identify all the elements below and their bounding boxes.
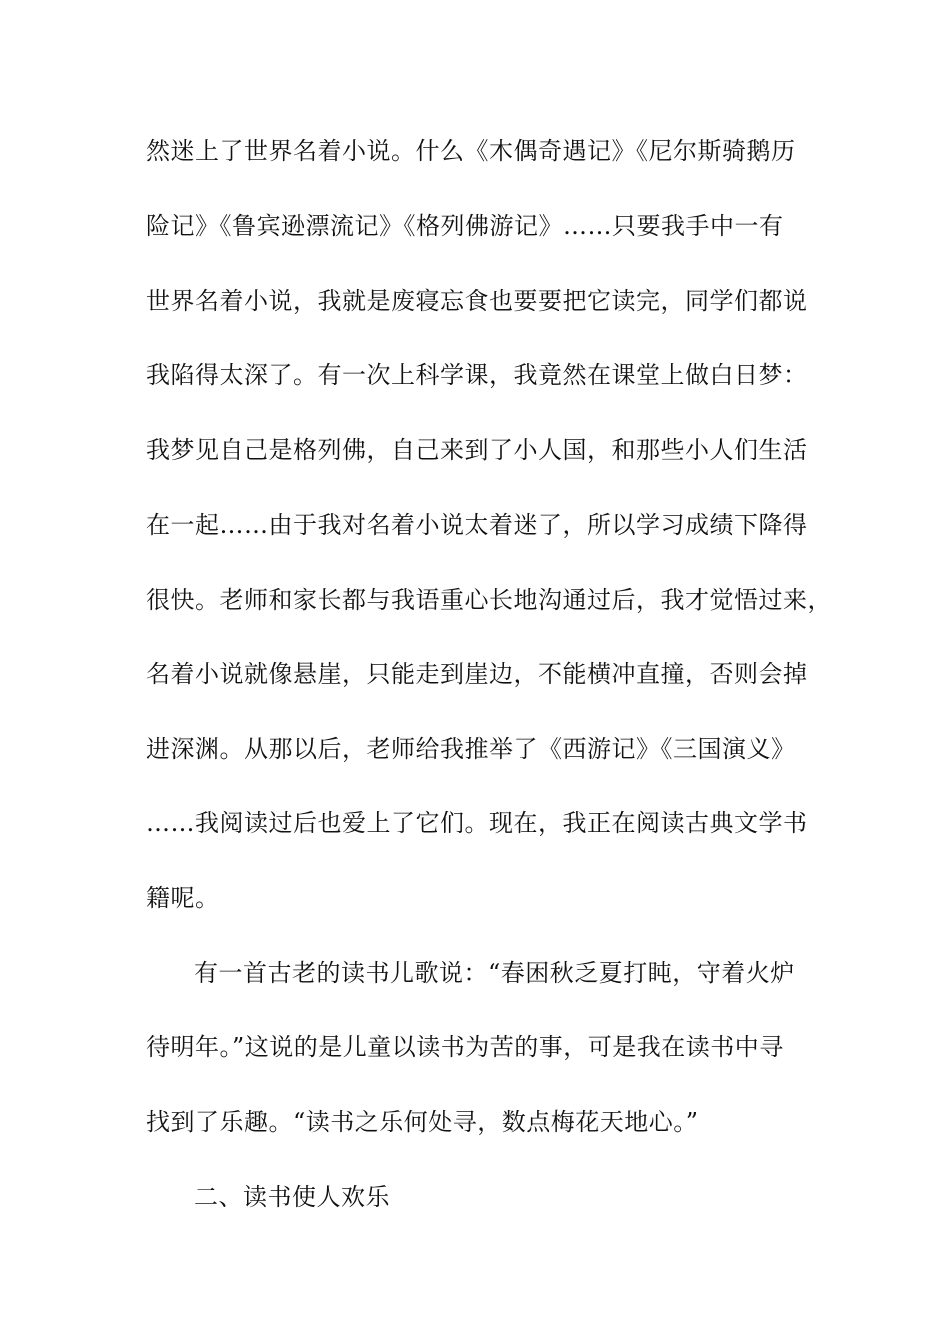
text-line: 在一起……由于我对名着小说太着迷了，所以学习成绩下降得 xyxy=(146,511,808,539)
text-line: 世界名着小说，我就是废寝忘食也要要把它读完，同学们都说 xyxy=(146,287,808,315)
text-line: 待明年。”这说的是儿童以读书为苦的事，可是我在读书中寻 xyxy=(146,1033,784,1061)
text-line: ……我阅读过后也爱上了它们。现在，我正在阅读古典文学书 xyxy=(146,809,808,837)
paragraph-first-line: 有一首古老的读书儿歌说：“春困秋乏夏打盹，守着火炉 xyxy=(194,959,795,987)
text-line: 险记》《鲁宾逊漂流记》《格列佛游记》……只要我手中一有 xyxy=(146,212,784,240)
text-line: 找到了乐趣。“读书之乐何处寻，数点梅花天地心。” xyxy=(146,1108,699,1136)
text-line: 我梦见自己是格列佛，自己来到了小人国，和那些小人们生活 xyxy=(146,436,808,464)
text-line: 我陷得太深了。有一次上科学课，我竟然在课堂上做白日梦： xyxy=(146,361,808,389)
section-heading: 二、读书使人欢乐 xyxy=(194,1183,390,1211)
text-line: 很快。老师和家长都与我语重心长地沟通过后，我才觉悟过来， xyxy=(146,586,832,614)
text-line: 进深渊。从那以后，老师给我推举了《西游记》《三国演义》 xyxy=(146,735,796,763)
text-line: 籍呢。 xyxy=(146,884,220,912)
text-line: 名着小说就像悬崖，只能走到崖边，不能横冲直撞，否则会掉 xyxy=(146,660,808,688)
text-line: 然迷上了世界名着小说。什么《木偶奇遇记》《尼尔斯骑鹅历 xyxy=(146,137,796,165)
